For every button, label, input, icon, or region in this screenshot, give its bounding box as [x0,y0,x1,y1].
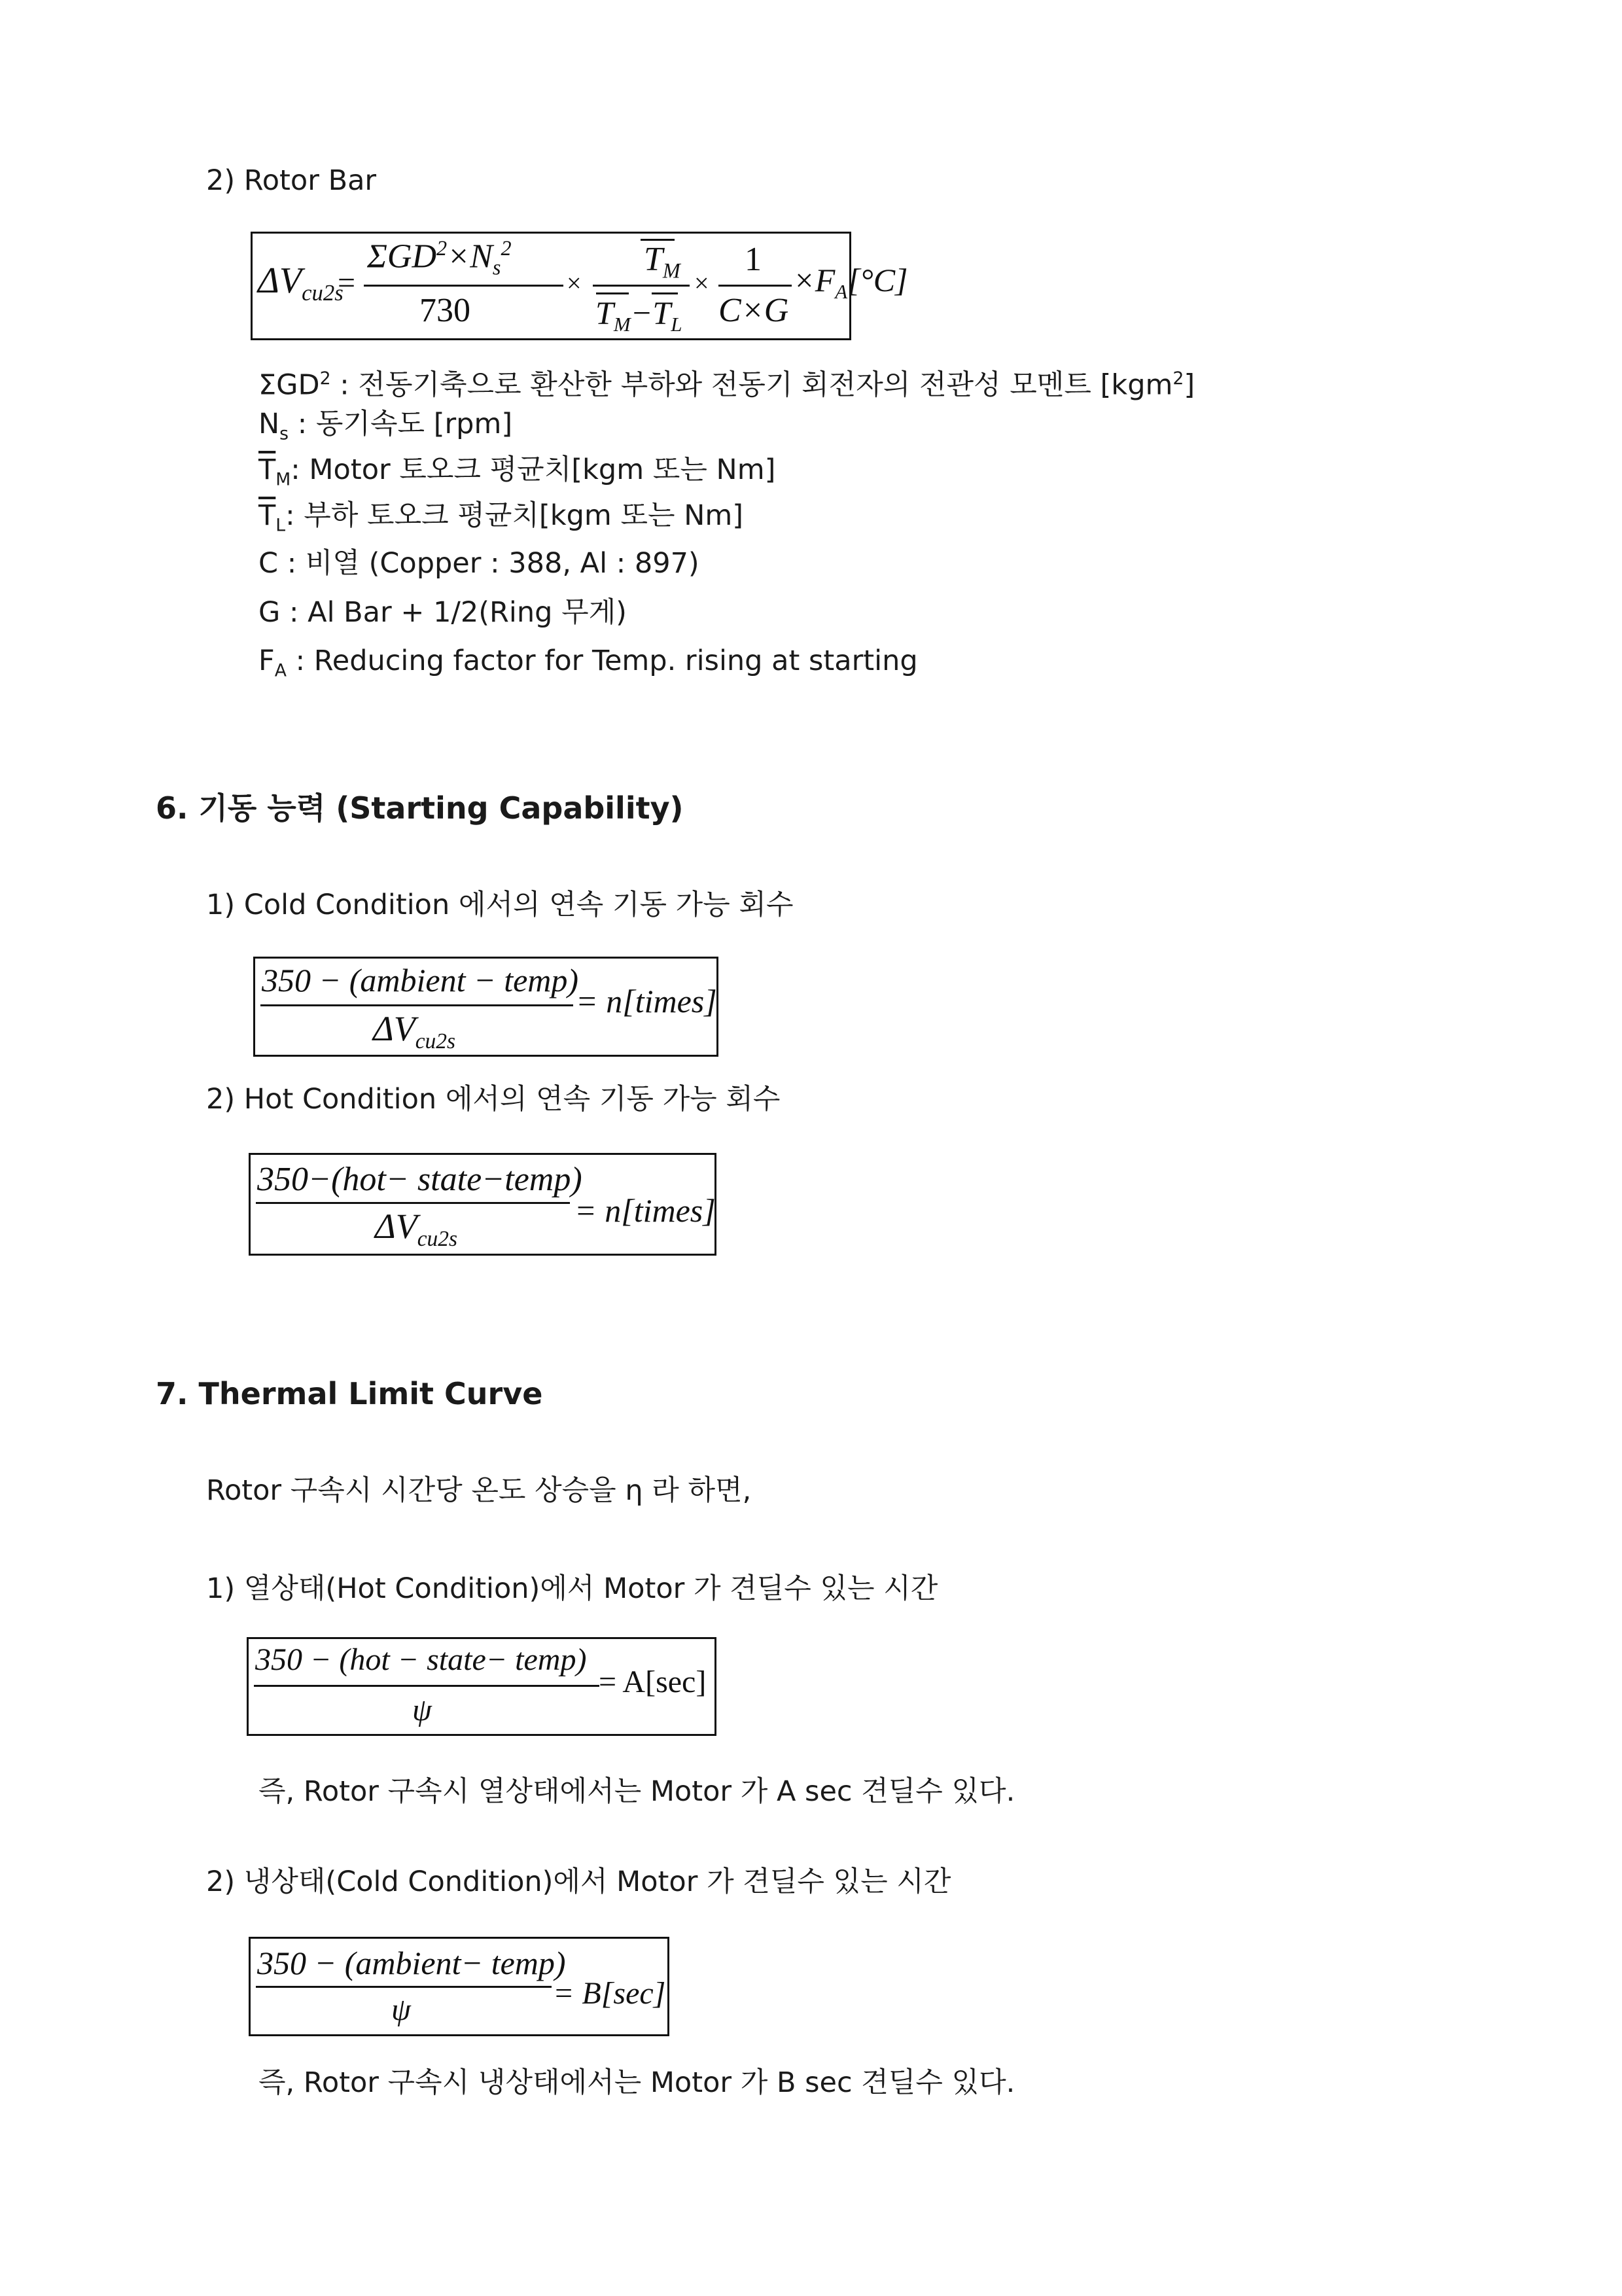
hot-withstand-numerator: 350 − (hot − state− temp) [255,1642,587,1677]
formula-times-2: × [694,268,709,298]
cold-withstand-note: 즉, Rotor 구속시 냉상태에서는 Motor 가 B sec 견딜수 있다. [258,2066,1015,2099]
hot-starts-rhs: = n[times] [574,1192,716,1229]
cold-withstand-formula-box [249,1937,669,2036]
hot-withstand-label: 1) 열상태(Hot Condition)에서 Motor 가 견딜수 있는 시간 [206,1572,938,1605]
formula-frac3-numerator: 1 [745,241,762,278]
formula-frac1-denominator: 730 [419,292,470,329]
definition-tl: $\overline{T}_L$: 부하 토오크 평균치[kgm 또는 Nm] [258,499,744,536]
hot-starts-label: 2) Hot Condition 에서의 연속 기동 가능 회수 [206,1083,781,1116]
definition-fa: $F_A$ : Reducing factor for Temp. rising at starting [258,645,918,681]
hot-withstand-formula-box [247,1637,716,1736]
section-7-heading: 7. Thermal Limit Curve [156,1376,543,1411]
thermal-intro: Rotor 구속시 시간당 온도 상승을 η 라 하면, [206,1474,752,1507]
hot-withstand-rhs: = A[sec] [599,1665,707,1699]
formula-frac3-denominator: C×G [718,292,789,329]
hot-starts-fraction-bar [256,1202,570,1204]
hot-withstand-denominator: ψ [412,1693,432,1727]
hot-starts-numerator: 350−(hot− state−temp) [257,1161,582,1198]
hot-withstand-note: 즉, Rotor 구속시 열상태에서는 Motor 가 A sec 견딜수 있다. [258,1775,1015,1808]
formula-frac2-bar [593,285,690,287]
cold-withstand-label: 2) 냉상태(Cold Condition)에서 Motor 가 견딜수 있는 시간 [206,1865,951,1898]
formula-frac2-numerator: $T_M$ [644,241,680,283]
cold-starts-rhs: = n[times] [576,983,717,1019]
section-6-heading: 6. 기동 능력 (Starting Capability) [156,790,684,826]
formula-frac1-numerator: $\Sigma GD^2\times N_s^2$ [367,236,512,279]
cold-withstand-numerator: 350 − (ambient− temp) [257,1945,566,1981]
formula-equals: = [338,266,356,300]
cold-withstand-rhs: = B[sec] [553,1976,666,2011]
definition-c: C : 비열 (Copper : 388, Al : 897) [258,547,699,580]
hot-starts-denominator: $\Delta V_{cu2s}$ [375,1207,458,1251]
cold-starts-denominator: $\Delta V_{cu2s}$ [373,1009,456,1053]
cold-starts-fraction-bar [260,1004,573,1006]
rotor-bar-title: 2) Rotor Bar [206,164,377,197]
cold-withstand-denominator: ψ [391,1992,411,2027]
definition-ns: $N_s$ : 동기속도 [rpm] [258,408,513,444]
cold-starts-numerator: 350 − (ambient − temp) [262,962,579,998]
definition-g: G : Al Bar + 1/2(Ring 무게) [258,596,627,629]
rotor-bar-formula-box [251,232,908,340]
definition-gd2: ΣGD$^2$ : 전동기축으로 환산한 부하와 전동기 회전자의 전관성 모멘트 [kgm$^2$] [258,368,1195,402]
cold-starts-formula-box [253,957,718,1057]
formula-frac1-bar [364,285,563,287]
formula-frac2-denominator: $T_M-T_L$ [595,294,682,336]
hot-starts-formula-box [249,1153,716,1256]
cold-withstand-fraction-bar [256,1986,552,1988]
hot-withstand-fraction-bar [254,1685,599,1687]
formula-fa-term: $\times F_A[^\circ C]$ [793,262,908,303]
cold-starts-label: 1) Cold Condition 에서의 연속 기동 가능 회수 [206,889,794,921]
formula-times-1: × [567,268,582,298]
formula-frac3-bar [718,285,792,287]
definition-tm: $\overline{T}_M$: Motor 토오크 평균치[kgm 또는 Nm] [258,453,776,490]
formula-lhs: $\Delta V_{cu2s}$ [258,260,344,306]
